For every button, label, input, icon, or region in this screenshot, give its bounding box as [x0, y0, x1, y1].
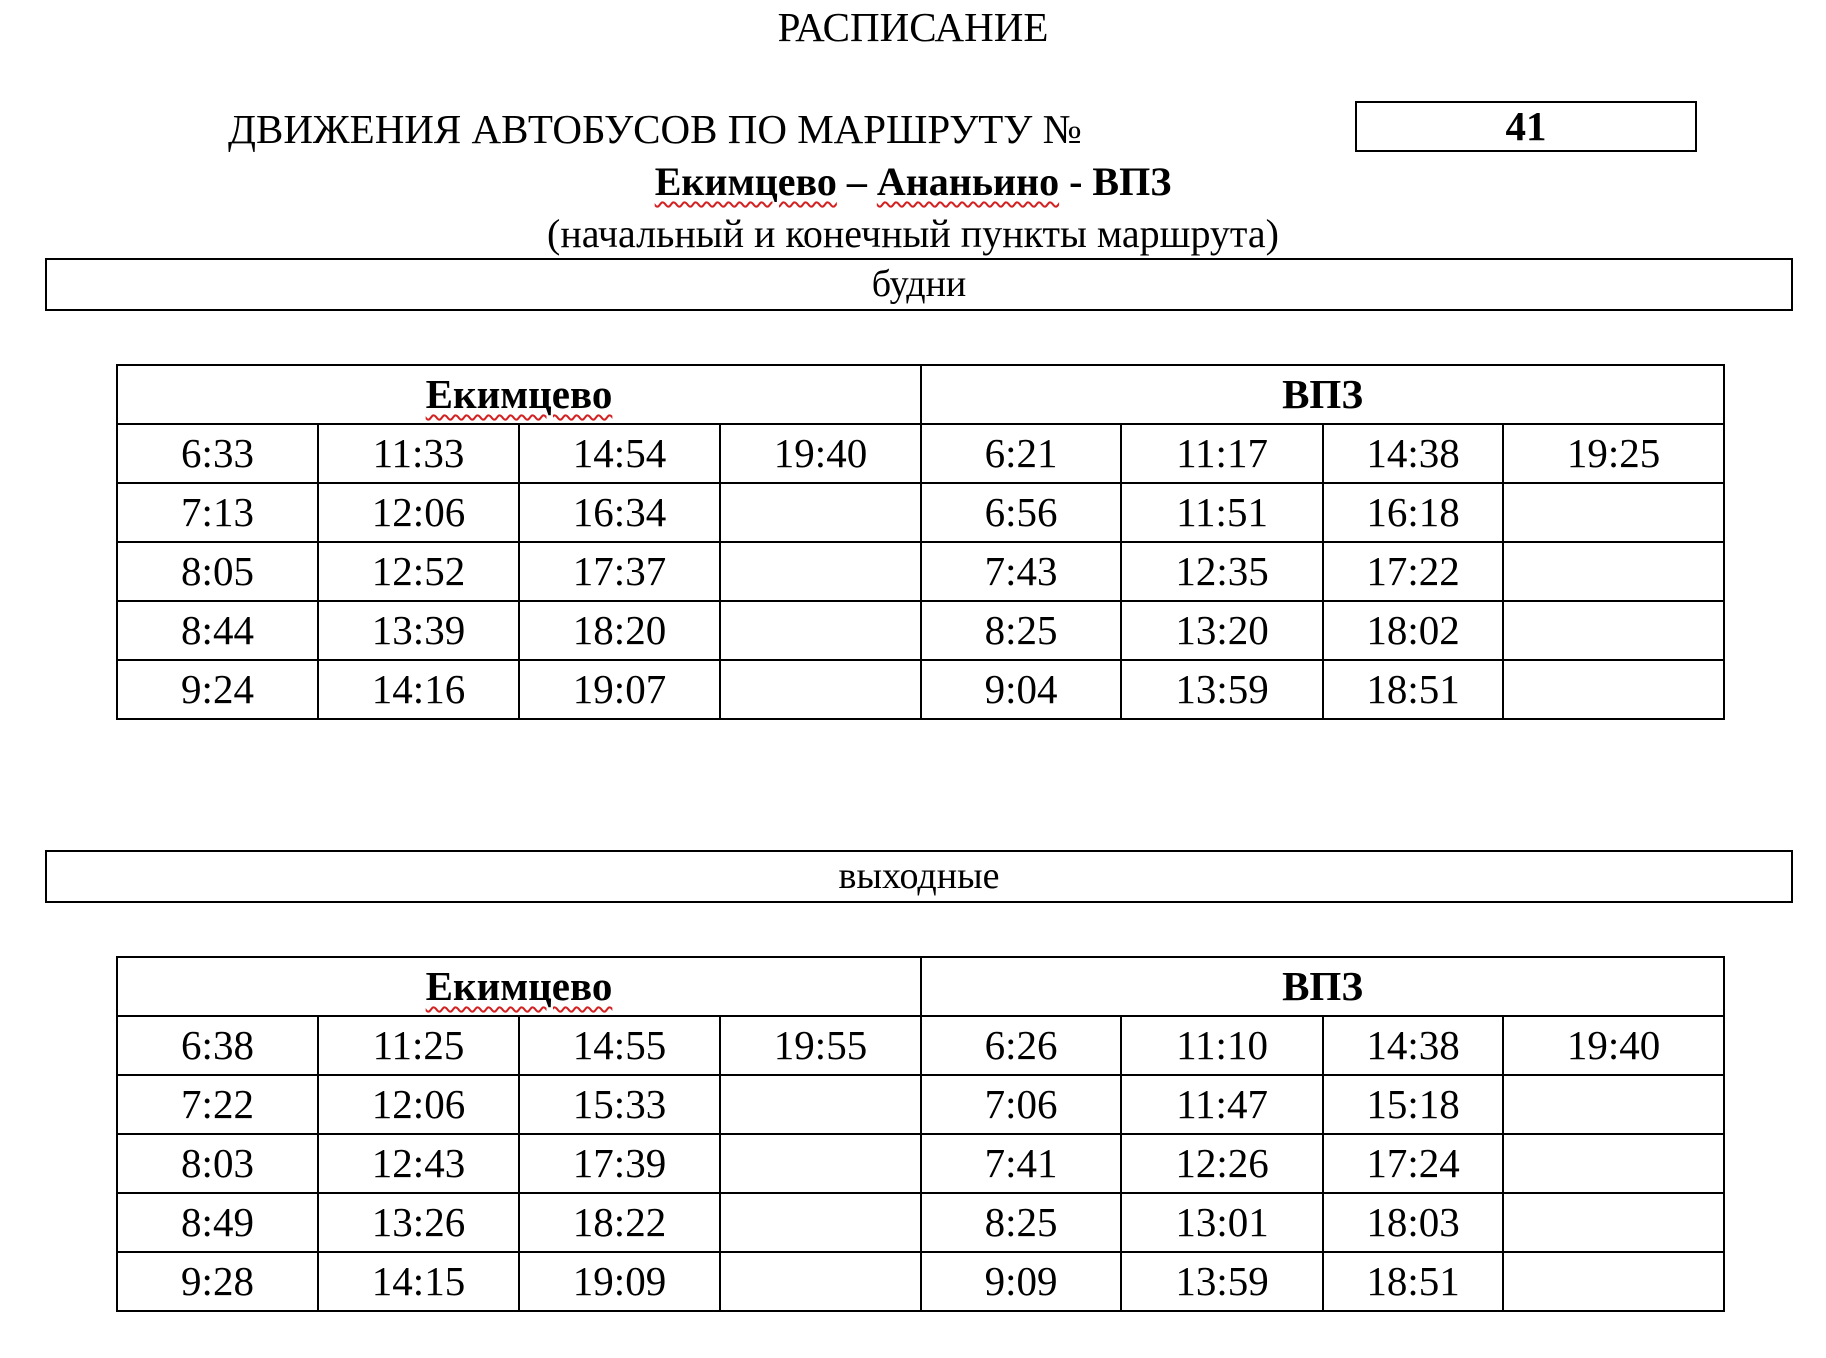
stop-header-left	[117, 957, 921, 1016]
departure-time-left: 6:38	[117, 1016, 318, 1075]
page-title: РАСПИСАНИЕ	[777, 4, 1049, 50]
departure-time-left	[720, 1134, 921, 1193]
stop-name: Екимцево	[425, 963, 613, 1009]
weekends-label: выходные	[45, 850, 1793, 903]
departure-time-left: 11:33	[318, 424, 519, 483]
departure-time-left	[720, 1193, 921, 1252]
departure-time-right: 6:21	[921, 424, 1121, 483]
departure-time-right	[1503, 1075, 1724, 1134]
departure-time-right: 9:04	[921, 660, 1121, 719]
departure-time-right: 11:10	[1121, 1016, 1323, 1075]
departure-time-left: 17:39	[519, 1134, 720, 1193]
departure-time-left	[720, 483, 921, 542]
table-row	[117, 601, 1724, 660]
table-row	[117, 1193, 1724, 1252]
departure-time-right: 11:17	[1121, 424, 1323, 483]
departure-time-right: 8:25	[921, 1193, 1121, 1252]
departure-time-left: 18:22	[519, 1193, 720, 1252]
departure-time-right: 11:47	[1121, 1075, 1323, 1134]
departure-time-left: 9:28	[117, 1252, 318, 1311]
departure-time-right: 18:51	[1323, 1252, 1503, 1311]
departure-time-left: 7:13	[117, 483, 318, 542]
departure-time-right	[1503, 1134, 1724, 1193]
departure-time-left: 7:22	[117, 1075, 318, 1134]
table-row	[117, 424, 1724, 483]
departure-time-left	[720, 1252, 921, 1311]
departure-time-left: 6:33	[117, 424, 318, 483]
departure-time-left: 13:26	[318, 1193, 519, 1252]
departure-time-right: 13:59	[1121, 1252, 1323, 1311]
departure-time-left: 12:06	[318, 1075, 519, 1134]
departure-time-left: 18:20	[519, 601, 720, 660]
stop-header-left	[117, 365, 921, 424]
route-name-end: - ВПЗ	[1059, 159, 1172, 204]
departure-time-right: 9:09	[921, 1252, 1121, 1311]
departure-time-left: 15:33	[519, 1075, 720, 1134]
departure-time-right: 14:38	[1323, 1016, 1503, 1075]
departure-time-right: 13:59	[1121, 660, 1323, 719]
departure-time-right: 17:24	[1323, 1134, 1503, 1193]
weekdays-label: будни	[45, 258, 1793, 311]
route-name-middle: Ананьино	[876, 159, 1060, 204]
departure-time-left: 8:03	[117, 1134, 318, 1193]
departure-time-right	[1503, 601, 1724, 660]
departure-time-right	[1503, 483, 1724, 542]
departure-time-right: 13:01	[1121, 1193, 1323, 1252]
departure-time-right: 13:20	[1121, 601, 1323, 660]
route-note: (начальный и конечный пункты маршрута)	[547, 211, 1279, 256]
table-row	[117, 1016, 1724, 1075]
departure-time-left: 8:44	[117, 601, 318, 660]
departure-time-left: 17:37	[519, 542, 720, 601]
departure-time-left: 11:25	[318, 1016, 519, 1075]
departure-time-left: 8:05	[117, 542, 318, 601]
departure-time-right	[1503, 1193, 1724, 1252]
stop-header-right: ВПЗ	[921, 957, 1724, 1016]
departure-time-right: 18:51	[1323, 660, 1503, 719]
departure-time-left: 14:16	[318, 660, 519, 719]
departure-time-left: 14:15	[318, 1252, 519, 1311]
departure-time-left	[720, 601, 921, 660]
departure-time-right: 15:18	[1323, 1075, 1503, 1134]
table-row	[117, 483, 1724, 542]
departure-time-right: 7:43	[921, 542, 1121, 601]
table-header-row	[117, 365, 1724, 424]
table-row	[117, 660, 1724, 719]
departure-time-right: 18:03	[1323, 1193, 1503, 1252]
route-name-separator: –	[836, 159, 877, 204]
departure-time-left: 19:09	[519, 1252, 720, 1311]
departure-time-left: 12:06	[318, 483, 519, 542]
departure-time-right: 18:02	[1323, 601, 1503, 660]
departure-time-left: 16:34	[519, 483, 720, 542]
departure-time-left: 19:55	[720, 1016, 921, 1075]
departure-time-left	[720, 542, 921, 601]
table-row	[117, 542, 1724, 601]
departure-time-left	[720, 660, 921, 719]
departure-time-right: 7:06	[921, 1075, 1121, 1134]
departure-time-left: 19:07	[519, 660, 720, 719]
weekdays-schedule-body	[117, 365, 1724, 719]
weekdays-schedule-table	[116, 364, 1725, 720]
departure-time-left: 12:52	[318, 542, 519, 601]
departure-time-right: 12:26	[1121, 1134, 1323, 1193]
table-header-row	[117, 957, 1724, 1016]
weekends-schedule-table	[116, 956, 1725, 1312]
departure-time-right: 19:40	[1503, 1016, 1724, 1075]
departure-time-right: 17:22	[1323, 542, 1503, 601]
route-name	[0, 157, 1826, 207]
departure-time-right	[1503, 1252, 1724, 1311]
departure-time-right: 8:25	[921, 601, 1121, 660]
departure-time-left: 8:49	[117, 1193, 318, 1252]
departure-time-right: 12:35	[1121, 542, 1323, 601]
departure-time-right: 11:51	[1121, 483, 1323, 542]
departure-time-right: 16:18	[1323, 483, 1503, 542]
departure-time-right: 19:25	[1503, 424, 1724, 483]
table-row	[117, 1252, 1724, 1311]
departure-time-left: 9:24	[117, 660, 318, 719]
departure-time-right	[1503, 542, 1724, 601]
page-subtitle: ДВИЖЕНИЯ АВТОБУСОВ ПО МАРШРУТУ №	[228, 106, 1082, 152]
departure-time-left: 19:40	[720, 424, 921, 483]
table-row	[117, 1134, 1724, 1193]
departure-time-right: 6:56	[921, 483, 1121, 542]
departure-time-left: 12:43	[318, 1134, 519, 1193]
route-name-start: Екимцево	[654, 159, 837, 204]
stop-header-right: ВПЗ	[921, 365, 1724, 424]
departure-time-left: 13:39	[318, 601, 519, 660]
weekends-schedule-body	[117, 957, 1724, 1311]
departure-time-right: 7:41	[921, 1134, 1121, 1193]
departure-time-left: 14:55	[519, 1016, 720, 1075]
table-row	[117, 1075, 1724, 1134]
departure-time-left	[720, 1075, 921, 1134]
departure-time-left: 14:54	[519, 424, 720, 483]
departure-time-right	[1503, 660, 1724, 719]
departure-time-right: 6:26	[921, 1016, 1121, 1075]
stop-name: Екимцево	[425, 371, 613, 417]
route-number-box: 41	[1355, 101, 1697, 152]
departure-time-right: 14:38	[1323, 424, 1503, 483]
